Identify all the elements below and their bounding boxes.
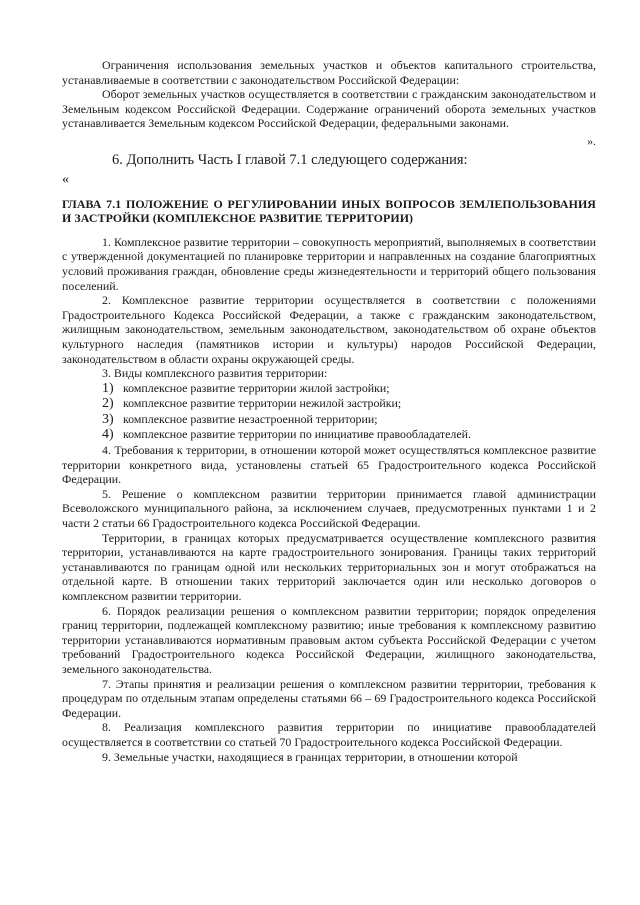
list-item-text: комплексное развитие территории жилой застройки; bbox=[122, 380, 390, 395]
clause-9: 9. Земельные участки, находящиеся в границах территории, в отношении которой bbox=[102, 749, 518, 764]
closing-quote: ». bbox=[587, 133, 596, 148]
list-item-number: 2) bbox=[102, 396, 114, 412]
list-item-number: 1) bbox=[102, 380, 114, 396]
clause-4: 4. Требования к территории, в отношении которой может осуществляться комплексное развитие территории конкретного вида, установлены статьей 65 Градостроительного кодекса Российской Федерации. bbox=[62, 443, 596, 487]
opening-quote: « bbox=[62, 171, 69, 187]
clause-5: 5. Решение о комплексном развитии территории принимается главой администрации Всеволожского муниципального района, за исключением случаев, предусмотренных пунктами 1 и 2 части 2 статьи 66 Градостроительного кодекса Российской Федерации. bbox=[62, 486, 596, 531]
list-item-number: 3) bbox=[102, 411, 114, 427]
list-item bbox=[62, 396, 596, 412]
paragraph-limits: Ограничения использования земельных участков и объектов капитального строительства, устанавливаемые в соответствии с законодательством Российской Федерации: bbox=[62, 58, 596, 87]
document-body bbox=[62, 58, 596, 764]
list-item-text: комплексное развитие территории по инициативе правообладателей. bbox=[122, 427, 471, 442]
clause-7: 7. Этапы принятия и реализации решения о комплексном развитии территории, требования к процедурам по отдельным этапам определены статьями 66 – 69 Градостроительного кодекса Российской Федерации. bbox=[62, 676, 596, 720]
clause-1: 1. Комплексное развитие территории – совокупность мероприятий, выполняемых в соответствии с утвержденной документацией по планировке территории и направленных на создание благоприятных условий проживания граждан, обновление среды жизнедеятельности и территорий общего пользования поселений. bbox=[62, 234, 596, 293]
clause-3: 3. Виды комплексного развития территории: bbox=[102, 366, 328, 381]
list-item-text: комплексное развитие незастроенной территории; bbox=[122, 411, 378, 426]
list-item-number: 4) bbox=[102, 427, 114, 443]
chapter-title: ГЛАВА 7.1 ПОЛОЖЕНИЕ О РЕГУЛИРОВАНИИ ИНЫХ ВОПРОСОВ ЗЕМЛЕПОЛЬЗОВАНИЯ И ЗАСТРОЙКИ (КОМПЛЕКСНОЕ РАЗВИТИЕ ТЕРРИТОРИИ) bbox=[62, 196, 596, 226]
clause-8: 8. Реализация комплексного развития территории по инициативе правообладателей осуществляется в соответствии со статьей 70 Градостроительного кодекса Российской Федерации. bbox=[62, 720, 596, 749]
clause-6: 6. Порядок реализации решения о комплексном развитии территории; порядок определения границ территории, подлежащей комплексному развитию; иные требования к комплексному развитию территории устанавливаются нормативным правовым актом субъекта Российской Федерации с учетом требований Градостроительного кодекса Российской Федерации, жилищного законодательства, земельного законодательства. bbox=[62, 603, 596, 676]
list-item bbox=[62, 412, 596, 428]
clause-2: 2. Комплексное развитие территории осуществляется в соответствии с положениями Градостроительного Кодекса Российской Федерации, а также с гражданским законодательством, жилищным законодательством, земельным законодательством, законодательством об охране объектов культурного наследия (памятников истории и культуры) народов Российской Федерации, законодательством в области охраны окружающей среды. bbox=[62, 293, 596, 366]
paragraph-turnover: Оборот земельных участков осуществляется в соответствии с гражданским законодательством и Земельным кодексом Российской Федерации. Содержание ограничений оборота земельных участков устанавливается Земельным кодексом Российской Федерации, федеральными законами. bbox=[62, 87, 596, 131]
list-item bbox=[62, 381, 596, 397]
item-6-heading: 6. Дополнить Часть I главой 7.1 следующего содержания: bbox=[112, 151, 468, 168]
list-item-text: комплексное развитие территории нежилой застройки; bbox=[122, 396, 402, 411]
list-item bbox=[62, 427, 596, 443]
clause-5-territories: Территории, в границах которых предусматривается осуществление комплексного развития территории, устанавливаются на карте градостроительного зонирования. Границы таких территорий устанавливаются по границам одной или нескольких территориальных зон и могут отображаться на отдельной карте. В отношении таких территорий заключается один или несколько договоров о комплексном развитии территории. bbox=[62, 530, 596, 603]
